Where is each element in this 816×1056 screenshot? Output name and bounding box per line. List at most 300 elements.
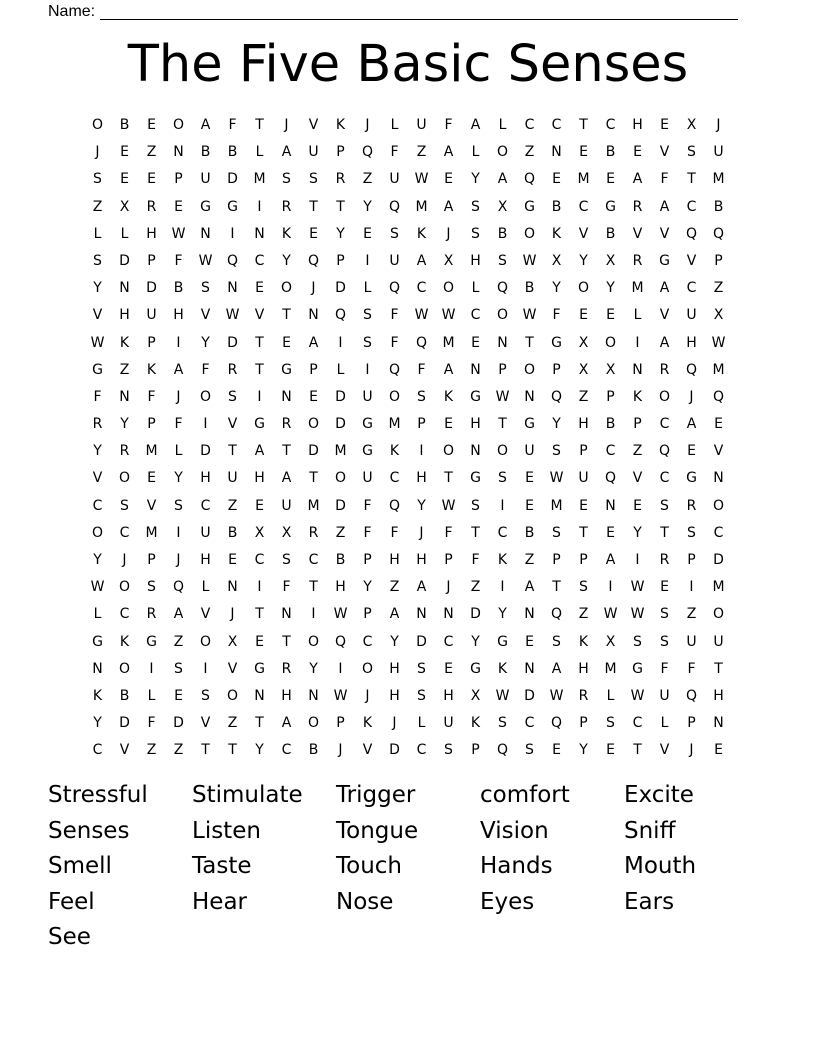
grid-letter: O xyxy=(199,633,212,650)
grid-letter: K xyxy=(335,117,346,133)
grid-letter: M xyxy=(712,361,725,378)
grid-letter: X xyxy=(713,307,724,324)
grid-letter: F xyxy=(363,497,372,514)
grid-letter: T xyxy=(228,443,237,460)
grid-letter: N xyxy=(308,307,319,324)
grid-letter: E xyxy=(120,171,129,188)
grid-letter: M xyxy=(415,198,428,215)
grid-letter: T xyxy=(255,117,264,133)
grid-letter: E xyxy=(525,633,534,650)
grid-letter: P xyxy=(714,252,723,269)
grid-letter: G xyxy=(470,660,481,677)
grid-letter: S xyxy=(660,633,669,650)
grid-letter: Q xyxy=(712,388,725,405)
grid-letter: W xyxy=(630,606,645,623)
grid-letter: Q xyxy=(523,171,536,188)
grid-letter: L xyxy=(633,307,642,324)
grid-letter: S xyxy=(174,497,183,514)
grid-letter: Q xyxy=(496,742,509,759)
grid-letter: P xyxy=(552,361,561,378)
grid-letter: S xyxy=(363,334,372,351)
grid-letter: G xyxy=(524,198,535,215)
grid-letter: D xyxy=(200,443,211,460)
grid-letter: Y xyxy=(363,198,372,215)
grid-letter: P xyxy=(147,416,156,433)
grid-letter: E xyxy=(687,443,696,460)
grid-letter: A xyxy=(389,606,400,623)
grid-letter: E xyxy=(282,334,291,351)
grid-letter: Q xyxy=(550,715,563,732)
grid-letter: C xyxy=(416,742,427,759)
grid-letter: Z xyxy=(713,280,724,297)
grid-letter: C xyxy=(92,742,103,759)
grid-letter: J xyxy=(365,117,370,133)
grid-letter: M xyxy=(712,171,725,188)
grid-letter: J xyxy=(284,117,289,133)
grid-letter: Z xyxy=(146,742,157,759)
grid-letter: L xyxy=(660,715,669,732)
grid-letter: T xyxy=(255,334,264,351)
grid-letter: C xyxy=(200,497,211,514)
grid-letter: J xyxy=(446,579,451,596)
grid-letter: P xyxy=(336,252,345,269)
grid-letter: S xyxy=(525,742,534,759)
grid-letter: M xyxy=(550,497,563,514)
grid-letter: S xyxy=(282,552,291,568)
grid-letter: S xyxy=(498,715,507,732)
grid-letter: S xyxy=(552,633,561,650)
grid-letter: F xyxy=(444,117,453,133)
grid-letter: N xyxy=(254,225,265,242)
grid-letter: M xyxy=(604,660,617,677)
grid-letter: F xyxy=(201,361,210,378)
grid-letter: D xyxy=(308,443,319,460)
grid-letter: I xyxy=(176,524,181,541)
word-list-item: Taste xyxy=(192,853,252,880)
grid-letter: P xyxy=(633,416,642,433)
grid-letter: S xyxy=(471,225,480,242)
grid-letter: E xyxy=(444,416,453,433)
grid-letter: K xyxy=(362,715,373,732)
grid-letter: W xyxy=(549,687,564,704)
grid-letter: H xyxy=(119,307,130,324)
grid-letter: I xyxy=(419,443,424,460)
grid-letter: G xyxy=(686,470,697,487)
grid-letter: Q xyxy=(388,198,401,215)
grid-letter: P xyxy=(309,361,318,378)
grid-letter: Q xyxy=(334,307,347,324)
grid-letter: J xyxy=(311,280,316,297)
grid-letter: H xyxy=(416,552,427,568)
grid-letter: Y xyxy=(417,497,426,514)
grid-letter: P xyxy=(687,552,696,568)
grid-letter: A xyxy=(659,198,670,215)
grid-letter: O xyxy=(334,470,347,487)
grid-letter: W xyxy=(225,307,240,324)
grid-letter: I xyxy=(365,252,370,269)
grid-letter: A xyxy=(443,361,454,378)
grid-letter: D xyxy=(470,606,481,623)
grid-letter: V xyxy=(308,117,319,133)
grid-letter: Q xyxy=(685,361,698,378)
grid-letter: C xyxy=(605,117,616,133)
grid-letter: M xyxy=(442,334,455,351)
grid-letter: S xyxy=(417,388,426,405)
grid-letter: A xyxy=(686,416,697,433)
grid-letter: X xyxy=(443,252,454,269)
grid-letter: O xyxy=(712,497,725,514)
grid-letter: Y xyxy=(579,252,588,269)
grid-letter: U xyxy=(146,307,157,324)
grid-letter: U xyxy=(578,470,589,487)
grid-letter: H xyxy=(713,687,724,704)
grid-letter: T xyxy=(444,470,453,487)
grid-letter: O xyxy=(388,388,401,405)
grid-letter: C xyxy=(605,443,616,460)
grid-letter: Z xyxy=(578,606,589,623)
grid-letter: I xyxy=(176,334,181,351)
grid-letter: E xyxy=(633,497,642,514)
grid-letter: Z xyxy=(470,579,481,596)
grid-letter: J xyxy=(95,144,100,161)
grid-letter: G xyxy=(200,198,211,215)
word-list-item: Sniff xyxy=(624,817,676,844)
grid-letter: M xyxy=(334,443,347,460)
grid-letter: F xyxy=(390,144,399,161)
grid-letter: H xyxy=(281,687,292,704)
grid-letter: V xyxy=(578,225,589,242)
grid-letter: E xyxy=(147,171,156,188)
grid-letter: X xyxy=(551,252,562,269)
grid-letter: T xyxy=(579,524,588,541)
grid-letter: J xyxy=(176,388,181,405)
grid-letter: S xyxy=(93,171,102,188)
grid-letter: S xyxy=(174,660,183,677)
grid-letter: S xyxy=(471,497,480,514)
grid-letter: C xyxy=(659,470,670,487)
grid-letter: Q xyxy=(334,633,347,650)
grid-letter: L xyxy=(498,117,507,133)
grid-letter: A xyxy=(497,171,508,188)
grid-letter: R xyxy=(335,171,346,188)
grid-letter: N xyxy=(254,687,265,704)
grid-letter: X xyxy=(686,117,697,133)
grid-letter: Y xyxy=(579,742,588,759)
grid-letter: M xyxy=(253,171,266,188)
grid-letter: S xyxy=(660,606,669,623)
grid-letter: W xyxy=(333,687,348,704)
grid-letter: Z xyxy=(335,524,346,541)
grid-letter: F xyxy=(282,579,291,596)
grid-letter: H xyxy=(470,416,481,433)
grid-letter: D xyxy=(227,334,238,351)
grid-letter: E xyxy=(363,225,372,242)
grid-letter: Y xyxy=(255,742,264,759)
grid-letter: D xyxy=(335,388,346,405)
grid-letter: H xyxy=(632,117,643,133)
grid-letter: P xyxy=(687,715,696,732)
word-list-item: Nose xyxy=(336,888,394,915)
grid-letter: O xyxy=(307,715,320,732)
grid-letter: Z xyxy=(632,443,643,460)
grid-letter: O xyxy=(361,660,374,677)
grid-letter: S xyxy=(471,198,480,215)
grid-letter: Y xyxy=(282,252,291,269)
grid-letter: M xyxy=(307,497,320,514)
grid-letter: P xyxy=(363,552,372,568)
grid-letter: E xyxy=(606,742,615,759)
grid-letter: O xyxy=(658,388,671,405)
grid-letter: S xyxy=(660,497,669,514)
grid-letter: K xyxy=(119,633,130,650)
word-list-item: Stressful xyxy=(48,782,148,808)
grid-letter: E xyxy=(606,307,615,324)
grid-letter: A xyxy=(443,144,454,161)
grid-letter: A xyxy=(659,334,670,351)
grid-letter: J xyxy=(716,117,721,133)
grid-letter: G xyxy=(362,443,373,460)
grid-letter: S xyxy=(579,579,588,596)
word-list-item: Trigger xyxy=(336,782,416,808)
grid-letter: Y xyxy=(390,633,399,650)
grid-letter: E xyxy=(255,497,264,514)
grid-letter: N xyxy=(200,225,211,242)
grid-letter: S xyxy=(687,144,696,161)
grid-letter: V xyxy=(227,416,238,433)
word-list-item: Stimulate xyxy=(192,782,303,808)
grid-letter: N xyxy=(119,388,130,405)
grid-letter: V xyxy=(362,742,373,759)
grid-letter: P xyxy=(147,252,156,269)
word-list-item: Eyes xyxy=(480,888,535,915)
grid-letter: K xyxy=(470,715,481,732)
grid-letter: D xyxy=(146,280,157,297)
grid-letter: O xyxy=(523,225,536,242)
grid-letter: E xyxy=(606,171,615,188)
grid-letter: Y xyxy=(552,416,561,433)
grid-letter: W xyxy=(441,497,456,514)
grid-letter: Q xyxy=(550,606,563,623)
grid-letter: P xyxy=(174,171,183,188)
grid-letter: Z xyxy=(389,579,400,596)
grid-letter: F xyxy=(174,416,183,433)
grid-letter: X xyxy=(605,252,616,269)
grid-letter: K xyxy=(146,361,157,378)
grid-letter: V xyxy=(200,715,211,732)
grid-letter: W xyxy=(711,334,726,351)
grid-letter: Y xyxy=(633,524,642,541)
grid-letter: B xyxy=(119,687,130,704)
grid-letter: J xyxy=(176,552,181,568)
grid-letter: N xyxy=(470,443,481,460)
grid-letter: U xyxy=(686,633,697,650)
grid-letter: Q xyxy=(685,225,698,242)
grid-letter: F xyxy=(147,715,156,732)
grid-letter: C xyxy=(578,198,589,215)
grid-letter: Q xyxy=(361,144,374,161)
grid-letter: A xyxy=(308,334,319,351)
grid-letter: U xyxy=(389,252,400,269)
grid-letter: J xyxy=(392,715,397,732)
grid-letter: S xyxy=(309,171,318,188)
word-list-item: Ears xyxy=(624,888,675,915)
grid-letter: R xyxy=(659,552,670,568)
grid-letter: E xyxy=(579,307,588,324)
grid-letter: Z xyxy=(173,742,184,759)
grid-letter: L xyxy=(120,225,129,242)
grid-letter: U xyxy=(416,117,427,133)
grid-letter: H xyxy=(335,579,346,596)
grid-letter: F xyxy=(93,388,102,405)
grid-letter: O xyxy=(496,144,509,161)
grid-letter: V xyxy=(146,497,157,514)
grid-letter: D xyxy=(227,171,238,188)
grid-letter: G xyxy=(92,361,103,378)
grid-letter: M xyxy=(631,280,644,297)
grid-letter: S xyxy=(687,524,696,541)
grid-letter: F xyxy=(660,660,669,677)
grid-letter: B xyxy=(227,144,238,161)
grid-letter: E xyxy=(552,171,561,188)
grid-letter: Y xyxy=(174,470,183,487)
grid-letter: H xyxy=(443,687,454,704)
grid-letter: C xyxy=(281,742,292,759)
grid-letter: B xyxy=(308,742,319,759)
grid-letter: L xyxy=(174,443,183,460)
grid-letter: X xyxy=(578,334,589,351)
grid-letter: D xyxy=(173,715,184,732)
grid-letter: Q xyxy=(496,280,509,297)
grid-letter: V xyxy=(227,660,238,677)
grid-letter: J xyxy=(446,225,451,242)
grid-letter: V xyxy=(659,225,670,242)
grid-letter: M xyxy=(145,524,158,541)
grid-letter: S xyxy=(282,171,291,188)
grid-letter: W xyxy=(414,307,429,324)
grid-letter: S xyxy=(552,443,561,460)
grid-letter: Z xyxy=(92,198,103,215)
grid-letter: S xyxy=(363,307,372,324)
grid-letter: S xyxy=(498,470,507,487)
grid-letter: I xyxy=(203,416,208,433)
grid-letter: L xyxy=(147,687,156,704)
grid-letter: V xyxy=(632,470,643,487)
grid-letter: E xyxy=(444,171,453,188)
grid-letter: G xyxy=(470,470,481,487)
grid-letter: S xyxy=(228,388,237,405)
grid-letter: L xyxy=(93,225,102,242)
grid-letter: U xyxy=(362,470,373,487)
grid-letter: G xyxy=(362,416,373,433)
grid-letter: A xyxy=(416,579,427,596)
grid-letter: S xyxy=(147,579,156,596)
grid-letter: G xyxy=(254,416,265,433)
grid-letter: T xyxy=(255,715,264,732)
word-list-item: Tongue xyxy=(336,817,419,844)
grid-letter: B xyxy=(605,144,616,161)
grid-letter: W xyxy=(522,307,537,324)
grid-letter: E xyxy=(660,117,669,133)
grid-letter: Q xyxy=(307,252,320,269)
grid-letter: Y xyxy=(471,171,480,188)
grid-letter: A xyxy=(200,117,211,133)
grid-letter: B xyxy=(200,144,211,161)
grid-letter: F xyxy=(471,552,480,568)
grid-letter: A xyxy=(254,443,265,460)
grid-letter: C xyxy=(632,715,643,732)
grid-letter: E xyxy=(660,579,669,596)
grid-letter: P xyxy=(552,552,561,568)
grid-letter: W xyxy=(630,687,645,704)
grid-letter: W xyxy=(495,388,510,405)
grid-letter: B xyxy=(713,198,724,215)
grid-letter: T xyxy=(336,198,345,215)
name-label: Name: xyxy=(48,3,96,20)
grid-letter: I xyxy=(149,660,154,677)
grid-letter: U xyxy=(524,443,535,460)
grid-letter: Q xyxy=(550,388,563,405)
grid-letter: W xyxy=(198,252,213,269)
grid-letter: X xyxy=(578,361,589,378)
word-list xyxy=(48,778,768,956)
grid-letter: L xyxy=(201,579,210,596)
grid-letter: E xyxy=(714,742,723,759)
grid-letter: B xyxy=(551,198,562,215)
grid-letter: I xyxy=(689,579,694,596)
grid-letter: T xyxy=(660,524,669,541)
grid-letter: A xyxy=(173,606,184,623)
grid-letter: Q xyxy=(658,443,671,460)
grid-letter: I xyxy=(230,225,235,242)
grid-letter: U xyxy=(362,388,373,405)
grid-letter: R xyxy=(92,416,103,433)
grid-letter: N xyxy=(281,606,292,623)
grid-letter: C xyxy=(443,633,454,650)
grid-letter: I xyxy=(257,579,262,596)
grid-letter: N xyxy=(281,388,292,405)
grid-letter: R xyxy=(686,497,697,514)
grid-letter: S xyxy=(201,280,210,297)
grid-letter: Y xyxy=(363,579,372,596)
grid-letter: A xyxy=(551,660,562,677)
grid-letter: F xyxy=(390,307,399,324)
grid-letter: C xyxy=(524,117,535,133)
grid-letter: S xyxy=(120,497,129,514)
grid-letter: T xyxy=(579,117,588,133)
grid-letter: T xyxy=(309,470,318,487)
grid-letter: U xyxy=(713,633,724,650)
grid-letter: J xyxy=(689,742,694,759)
word-list-item: Feel xyxy=(48,888,95,915)
grid-letter: F xyxy=(687,660,696,677)
grid-letter: E xyxy=(471,334,480,351)
grid-letter: N xyxy=(524,388,535,405)
grid-letter: D xyxy=(389,742,400,759)
grid-letter: G xyxy=(551,334,562,351)
grid-letter: C xyxy=(389,470,400,487)
grid-letter: Q xyxy=(712,225,725,242)
grid-letter: E xyxy=(579,497,588,514)
grid-letter: K xyxy=(497,552,508,568)
grid-letter: X xyxy=(497,198,508,215)
grid-letter: B xyxy=(605,225,616,242)
grid-letter: E xyxy=(255,280,264,297)
grid-letter: G xyxy=(605,198,616,215)
grid-letter: I xyxy=(635,552,640,568)
grid-letter: Z xyxy=(524,552,535,568)
grid-letter: N xyxy=(524,660,535,677)
grid-letter: Q xyxy=(388,497,401,514)
